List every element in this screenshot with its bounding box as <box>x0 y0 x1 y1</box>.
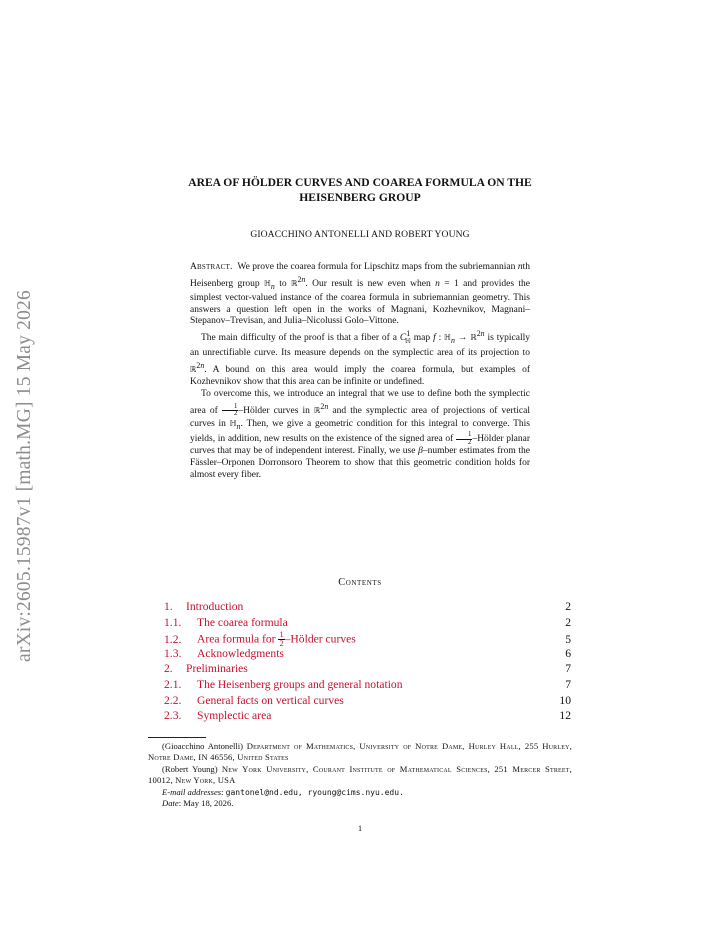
date-line: Date: May 18, 2026. <box>162 798 234 809</box>
table-of-contents <box>164 600 571 725</box>
email-list[interactable]: gantonel@nd.edu, ryoung@cims.nyu.edu. <box>225 787 404 797</box>
toc-link-vertical-curves[interactable] <box>164 694 344 707</box>
fraction-one-half: $\frac{1}{2}$ <box>456 432 472 445</box>
abstract-text: . Then, we give a geometric condition for this integral to converge. This yields, in addition, new results on the existence of the signed area of <box>190 418 531 445</box>
contents-heading: Contents <box>338 577 382 588</box>
toc-link-area-formula[interactable] <box>164 631 356 647</box>
toc-entry <box>164 709 571 725</box>
toc-number: 1.3. <box>164 646 182 660</box>
toc-page-number: 5 <box>565 632 571 646</box>
abstract-text: to <box>274 279 292 289</box>
toc-number: 2.3. <box>164 709 182 723</box>
toc-link-acknowledgments[interactable] <box>164 647 284 660</box>
email-label: E-mail addresses <box>162 786 222 797</box>
abstract-text: To overcome this, we introduce an integral that we use to define both the symplectic area of <box>190 388 530 416</box>
toc-number: 2.1. <box>164 677 182 691</box>
toc-entry <box>164 647 571 663</box>
toc-title: Introduction <box>186 600 244 613</box>
affiliation-address: New York University, Courant Institute of Mathematical Sciences, 251 Mercer Street, 10012, New York, USA <box>148 763 572 786</box>
toc-link-introduction[interactable] <box>164 600 243 613</box>
abstract-text: and the symplectic area of projections of vertical curves in <box>190 405 530 429</box>
toc-title: Area formula for <box>197 632 279 646</box>
toc-page-number: 7 <box>565 677 571 691</box>
arxiv-identifier: arXiv:2605.15987v1 [math.MG] 15 May 2026 <box>14 290 35 662</box>
toc-entry <box>164 600 571 616</box>
abstract-label: Abstract. <box>190 262 233 272</box>
toc-number: 2. <box>164 662 173 676</box>
abstract-text: –number estimates from the Fässler–Orponen Dorronsoro Theorem to show that this geometric condition holds for almost every fiber. <box>190 446 530 480</box>
toc-page-number: 2 <box>565 600 571 613</box>
toc-title: Symplectic area <box>197 709 272 723</box>
toc-entry <box>164 678 571 694</box>
toc-number: 1. <box>164 600 173 613</box>
toc-link-symplectic-area[interactable] <box>164 709 271 722</box>
abstract-text: We prove the coarea formula for Lipschitz maps from the subriemannian <box>237 262 518 272</box>
toc-page-number: 12 <box>559 709 571 723</box>
date-value: May 18, 2026. <box>183 798 234 809</box>
toc-title: The Heisenberg groups and general notation <box>197 677 403 691</box>
toc-link-preliminaries[interactable] <box>164 662 248 675</box>
abstract-paragraph-3: To overcome this, we introduce an integral that we use to define both the symplectic area of $\frac{1}{2}$ –Hölder curves in ℝ$^{2n}$ and the symplectic area of projections of vertical curves in ℍ$_n$. Then, we give a geometric condition for this integral to converge. This yields, in addition, new results on the existence of the signed area of $\frac{1}{2}$ –Hölder planar curves that may be of independent interest. Finally, we use β–number estimates from the Fässler–Orponen Dorronsoro Theorem to show that this geometric condition holds for almost every fiber. <box>190 388 531 480</box>
abstract-text: and provides the simplest vector-valued instance of the coarea formula in subriemannian geometry. This answers a question left open in the works of Magnani, Kozhevnikov, Magnani–Stepanov–Trevisan, and Julia–Nicolussi Golo–Vittone. <box>190 279 531 327</box>
affiliation-antonelli <box>148 741 572 764</box>
abstract-text: The main difficulty of the proof is that a fiber of a <box>201 333 400 344</box>
toc-entry <box>164 662 571 678</box>
toc-link-coarea-formula[interactable] <box>164 616 288 629</box>
footnotes <box>148 741 572 809</box>
toc-link-heisenberg-groups[interactable] <box>164 678 403 691</box>
toc-page-number: 6 <box>565 646 571 660</box>
affiliation-name: (Gioacchino Antonelli) <box>162 741 244 751</box>
toc-title: Acknowledgments <box>197 646 284 660</box>
toc-page-number: 10 <box>559 693 571 707</box>
date-label: Date <box>162 798 179 809</box>
toc-number: 1.2. <box>164 632 182 646</box>
paper-title <box>140 176 580 205</box>
affiliation-name: (Robert Young) <box>162 763 218 774</box>
toc-title: Preliminaries <box>186 662 248 676</box>
abstract <box>190 262 530 482</box>
toc-entry <box>164 694 571 710</box>
affiliation-young <box>148 764 572 787</box>
toc-title: –Hölder curves <box>284 632 356 646</box>
abstract-paragraph-2: The main difficulty of the proof is that a fiber of a $C^1_ℍ$ map f : ℍ$_n$ → ℝ$^{2n}$ is typically an unrectifiable curve. Its measure depends on the symplectic area of its projection to ℝ$^{2n}$. A bound on this area would imply the coarea formula, but examples of Kozhevnikov show that this area can be infinite or undefined. <box>190 329 531 387</box>
toc-number: 2.2. <box>164 693 182 707</box>
email-addresses: E-mail addresses: gantonel@nd.edu, ryoung@cims.nyu.edu. <box>162 786 404 797</box>
paper-title-line-2: HEISENBERG GROUP <box>299 190 421 204</box>
authors: GIOACCHINO ANTONELLI AND ROBERT YOUNG <box>250 229 470 240</box>
abstract-paragraph-1: Abstract. We prove the coarea formula for Lipschitz maps from the subriemannian nth Heisenberg group ℍ$_n$ to ℝ$^{2n}$. Our result is new even when n = 1 and provides the simplest vector-valued instance of the coarea formula in subriemannian geometry. This answers a question left open in the works of Magnani, Kozhevnikov, Magnani–Stepanov–Trevisan, and Julia–Nicolussi Golo–Vittone. <box>190 262 531 327</box>
toc-number: 1.1. <box>164 615 182 629</box>
toc-entry <box>164 631 571 647</box>
toc-entry <box>164 616 571 632</box>
paper-title-line-1: AREA OF HÖLDER CURVES AND COAREA FORMULA ON THE <box>188 176 532 189</box>
fraction-one-half: $\frac{1}{2}$ <box>222 404 238 417</box>
page-number: 1 <box>357 823 363 833</box>
footnote-rule <box>148 737 206 738</box>
abstract-text: –Hölder curves in <box>238 405 315 416</box>
toc-title: General facts on vertical curves <box>197 693 344 707</box>
toc-page-number: 7 <box>565 662 571 676</box>
toc-page-number: 2 <box>565 615 571 629</box>
abstract-text: th Heisenberg group <box>190 262 530 289</box>
affiliation-address: Department of Mathematics, University of Notre Dame, Hurley Hall, 255 Hurley, Notre Dame, IN 46556, United States <box>148 741 572 763</box>
abstract-text: –Hölder planar curves that may be of independent interest. Finally, we use <box>190 434 530 457</box>
abstract-text: map <box>410 333 434 344</box>
toc-title: The coarea formula <box>197 615 288 629</box>
abstract-text: . Our result is new even when <box>305 279 436 289</box>
fraction-one-half: $\frac{1}{2}$ <box>279 630 284 648</box>
abstract-text: is typically an unrectifiable curve. Its measure depends on the symplectic area of its projection to <box>190 333 531 359</box>
abstract-text: . A bound on this area would imply the coarea formula, but examples of Kozhevnikov show that this area can be infinite or undefined. <box>190 365 530 387</box>
